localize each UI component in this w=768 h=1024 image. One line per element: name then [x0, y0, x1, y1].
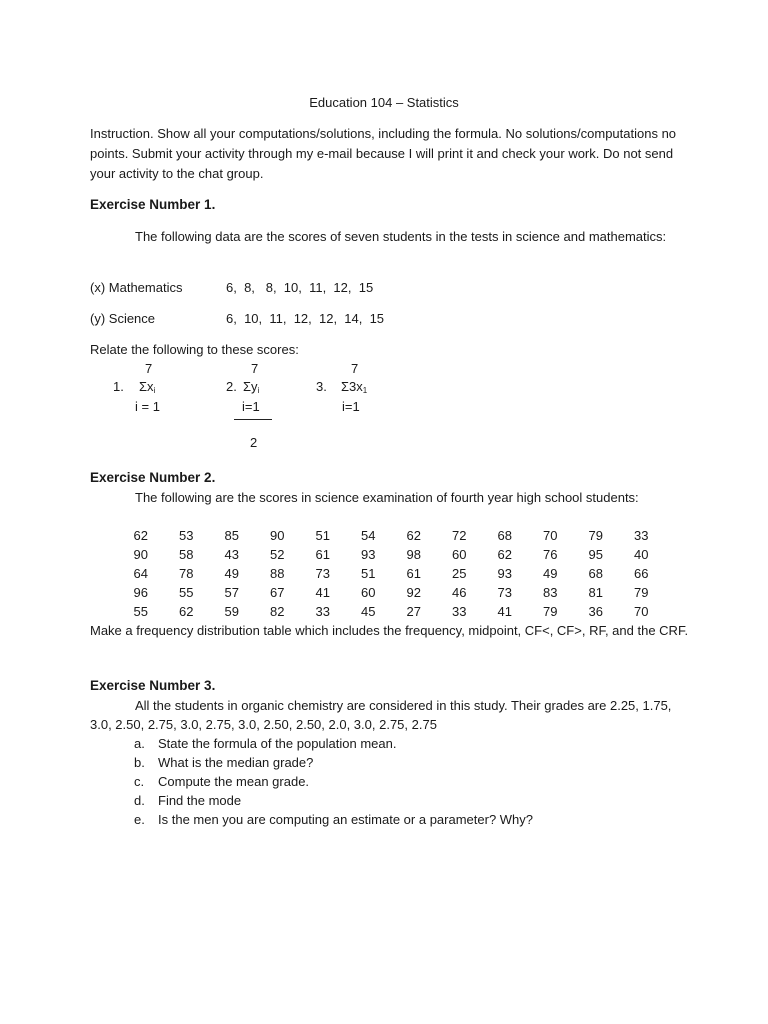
- list-marker: b.: [134, 755, 145, 770]
- score-cell: 76: [543, 547, 558, 562]
- score-cell: 79: [588, 528, 603, 543]
- science-values: 6, 10, 11, 12, 12, 14, 15: [226, 311, 385, 326]
- score-cell: 53: [179, 528, 194, 543]
- score-cell: 51: [315, 528, 330, 543]
- sum-3-subscript: 1: [362, 386, 368, 395]
- score-cell: 61: [315, 547, 330, 562]
- score-cell: 60: [361, 585, 376, 600]
- score-cell: 36: [588, 604, 603, 619]
- score-cell: 82: [270, 604, 285, 619]
- score-cell: 54: [361, 528, 376, 543]
- score-cell: 79: [543, 604, 558, 619]
- score-cell: 33: [452, 604, 467, 619]
- exercise-1-heading: Exercise Number 1.: [90, 197, 216, 212]
- instruction-paragraph: Instruction. Show all your computations/solutions, including the formula. No solutions/computations no points. Submit your activity through my e-mail because I will print it and check your work. Do not send your activity to the chat group.: [90, 126, 677, 181]
- exercise-3-intro: All the students in organic chemistry are considered in this study. Their grades are 2.25, 1.75, 3.0, 2.50, 2.75, 3.0, 2.75, 3.0, 2.50, 2.50, 2.0, 3.0, 2.75, 2.75: [90, 698, 672, 732]
- score-cell: 68: [497, 528, 512, 543]
- score-cell: 62: [497, 547, 512, 562]
- score-cell: 61: [406, 566, 421, 581]
- sum-3-number: 3.: [316, 379, 327, 394]
- sum-3-upper-limit: 7: [351, 361, 359, 376]
- sum-2-expression: [243, 380, 259, 395]
- score-cell: 45: [361, 604, 376, 619]
- list-marker: d.: [134, 793, 145, 808]
- score-cell: 27: [406, 604, 421, 619]
- sum-2-fraction-line: [234, 419, 272, 420]
- science-label: (y) Science: [90, 311, 156, 326]
- sum-1-upper-limit: 7: [145, 361, 153, 376]
- scores-table: [118, 526, 664, 621]
- list-item: [134, 810, 533, 829]
- score-cell: 62: [406, 528, 421, 543]
- sum-2-below-value: 2: [250, 435, 258, 450]
- score-cell: 62: [179, 604, 194, 619]
- exercise-1-intro: The following data are the scores of seven students in the tests in science and mathematics:: [135, 229, 667, 244]
- list-item: [134, 772, 533, 791]
- score-cell: 51: [361, 566, 376, 581]
- score-cell: 96: [133, 585, 148, 600]
- sum-3-expression: [341, 380, 367, 395]
- sum-2-lower-limit: i=1: [242, 399, 260, 414]
- list-marker: e.: [134, 812, 145, 827]
- score-cell: 90: [270, 528, 285, 543]
- table-row: [118, 602, 664, 621]
- exercise-3-heading: Exercise Number 3.: [90, 678, 216, 693]
- score-cell: 70: [543, 528, 558, 543]
- score-cell: 83: [543, 585, 558, 600]
- score-cell: 79: [634, 585, 649, 600]
- relate-instruction: Relate the following to these scores:: [90, 342, 299, 357]
- score-cell: 93: [497, 566, 512, 581]
- score-cell: 62: [133, 528, 148, 543]
- sum-1-number: 1.: [113, 379, 124, 394]
- score-cell: 90: [133, 547, 148, 562]
- score-cell: 58: [179, 547, 194, 562]
- document-title: Education 104 – Statistics: [309, 95, 459, 110]
- list-item: [134, 753, 533, 772]
- score-cell: 41: [497, 604, 512, 619]
- score-cell: 70: [634, 604, 649, 619]
- score-cell: 98: [406, 547, 421, 562]
- score-cell: 73: [315, 566, 330, 581]
- sum-1-subscript: i: [153, 386, 156, 395]
- score-cell: 85: [224, 528, 239, 543]
- sum-2-symbol: Σy: [243, 379, 258, 394]
- sum-2-subscript: i: [257, 386, 260, 395]
- list-text: State the formula of the population mean.: [158, 736, 397, 751]
- score-cell: 95: [588, 547, 603, 562]
- sum-1-symbol: Σx: [139, 379, 154, 394]
- score-cell: 41: [315, 585, 330, 600]
- score-cell: 78: [179, 566, 194, 581]
- score-cell: 57: [224, 585, 239, 600]
- score-cell: 49: [543, 566, 558, 581]
- table-row: [118, 583, 664, 602]
- math-label: (x) Mathematics: [90, 280, 183, 295]
- list-text: What is the median grade?: [158, 755, 314, 770]
- exercise-2-heading: Exercise Number 2.: [90, 470, 216, 485]
- score-cell: 59: [224, 604, 239, 619]
- score-cell: 49: [224, 566, 239, 581]
- score-cell: 33: [634, 528, 649, 543]
- score-cell: 66: [634, 566, 649, 581]
- score-cell: 81: [588, 585, 603, 600]
- score-cell: 68: [588, 566, 603, 581]
- score-cell: 64: [133, 566, 148, 581]
- list-text: Compute the mean grade.: [158, 774, 310, 789]
- score-cell: 25: [452, 566, 467, 581]
- list-text: Find the mode: [158, 793, 242, 808]
- math-values: 6, 8, 8, 10, 11, 12, 15: [226, 280, 374, 295]
- score-cell: 40: [634, 547, 649, 562]
- score-cell: 88: [270, 566, 285, 581]
- score-cell: 93: [361, 547, 376, 562]
- list-item: [134, 734, 533, 753]
- score-cell: 92: [406, 585, 421, 600]
- sum-1-expression: [139, 380, 155, 395]
- score-cell: 52: [270, 547, 285, 562]
- score-cell: 60: [452, 547, 467, 562]
- score-cell: 46: [452, 585, 467, 600]
- sum-2-upper-limit: 7: [251, 361, 259, 376]
- sum-3-lower-limit: i=1: [342, 399, 360, 414]
- score-cell: 67: [270, 585, 285, 600]
- list-text: Is the men you are computing an estimate or a parameter? Why?: [158, 812, 534, 827]
- exercise-2-task: Make a frequency distribution table which includes the frequency, midpoint, CF<, CF>, RF, and the CRF.: [90, 623, 689, 638]
- list-marker: a.: [134, 736, 145, 751]
- sum-3-symbol: Σ3x: [341, 379, 363, 394]
- score-cell: 55: [179, 585, 194, 600]
- score-cell: 73: [497, 585, 512, 600]
- score-cell: 33: [315, 604, 330, 619]
- sum-2-number: 2.: [226, 379, 237, 394]
- exercise-3-question-list: [134, 734, 533, 829]
- list-item: [134, 791, 533, 810]
- score-cell: 43: [224, 547, 239, 562]
- table-row: [118, 526, 664, 545]
- list-marker: c.: [134, 774, 145, 789]
- sum-1-lower-limit: i = 1: [135, 399, 160, 414]
- exercise-2-intro: The following are the scores in science examination of fourth year high school students:: [135, 490, 639, 505]
- score-cell: 55: [133, 604, 148, 619]
- table-row: [118, 545, 664, 564]
- score-cell: 72: [452, 528, 467, 543]
- table-row: [118, 564, 664, 583]
